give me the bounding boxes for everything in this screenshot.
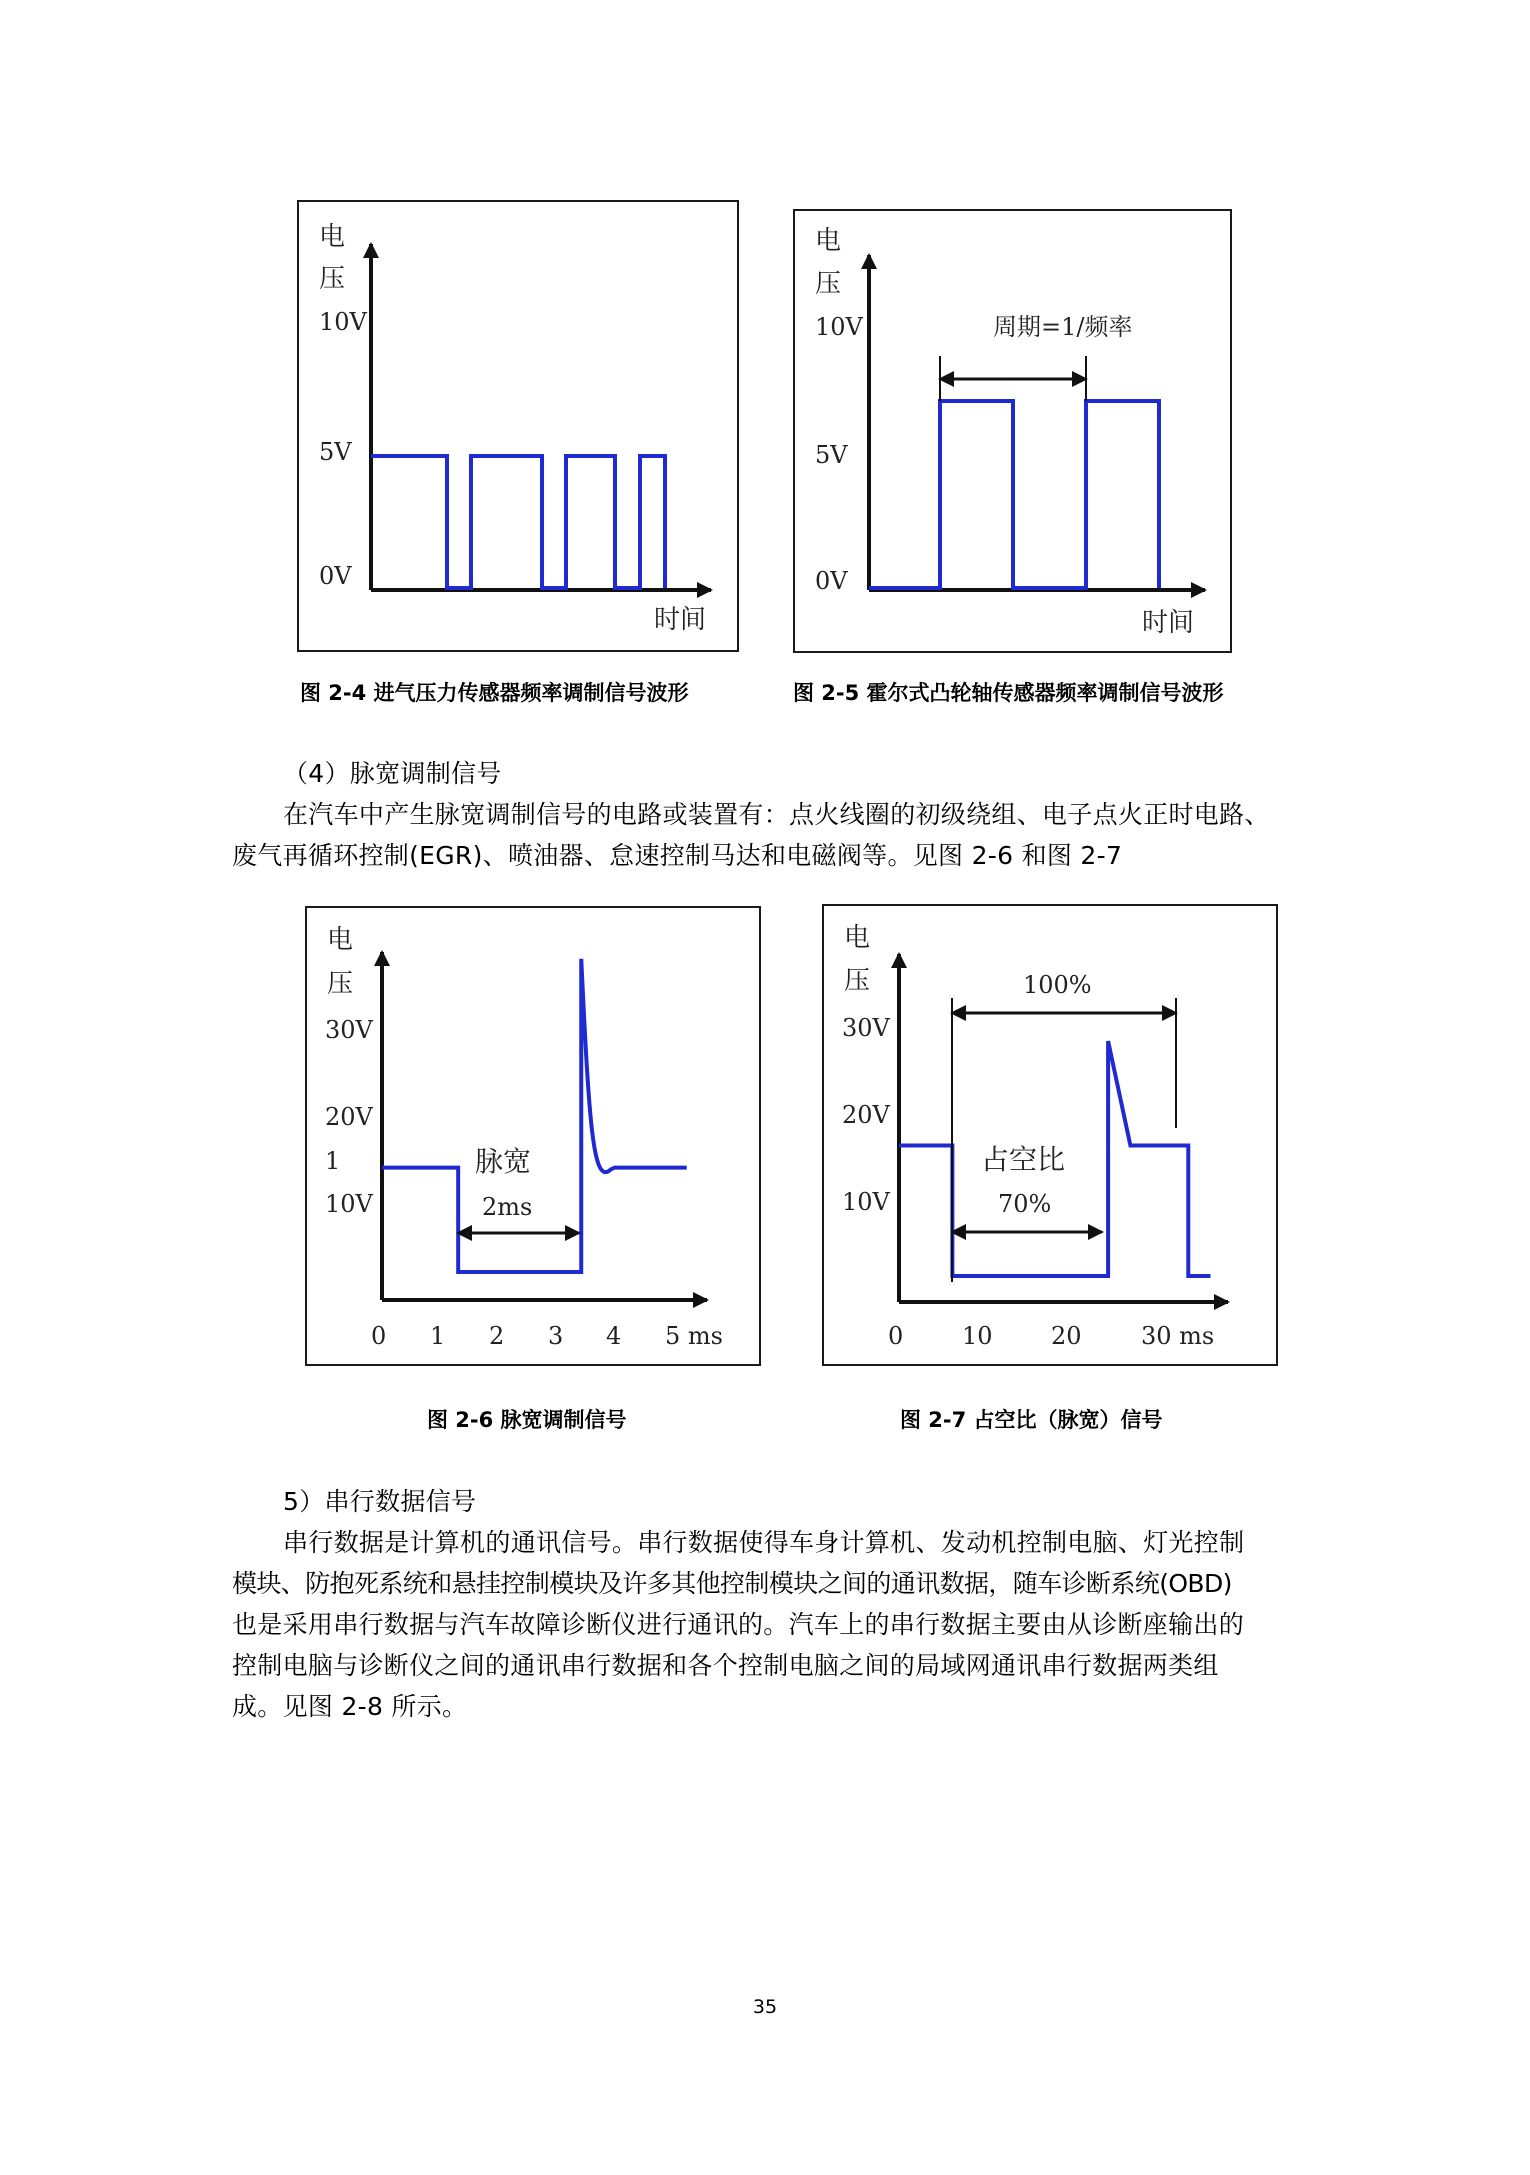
ytick-label: 10V — [319, 308, 367, 336]
paragraph-line: 成。见图 2-8 所示。 — [232, 1692, 468, 1721]
caption-2-7: 图 2-7 占空比（脉宽）信号 — [900, 1408, 1163, 1432]
xtick-label: 0 — [371, 1322, 387, 1350]
chart-2-7 — [824, 906, 1280, 1368]
figure-2-7 — [822, 904, 1278, 1366]
xtick-label: 0 — [888, 1322, 904, 1350]
annotation-title: 占空比 — [981, 1143, 1066, 1176]
signal-line — [371, 456, 665, 588]
page-number: 35 — [752, 1996, 778, 2018]
ytick-label: 10V — [815, 313, 863, 341]
signal-line — [382, 959, 687, 1272]
chart-2-6 — [307, 908, 763, 1368]
ylabel-line-2: 压 — [844, 966, 871, 996]
xlabel: 时间 — [654, 605, 707, 635]
xtick-label: 30 ms — [1141, 1322, 1215, 1350]
paragraph-line: 在汽车中产生脉宽调制信号的电路或装置有：点火线圈的初级绕组、电子点火正时电路、 — [283, 800, 1270, 829]
ytick-label: 5V — [815, 441, 848, 469]
annotation-value: 70% — [998, 1190, 1052, 1218]
ylabel-line-1: 电 — [327, 925, 354, 955]
ytick-label: 30V — [325, 1016, 373, 1044]
ytick-label: 5V — [319, 438, 352, 466]
ytick-label: 20V — [325, 1103, 373, 1131]
period-annotation: 周期=1/频率 — [993, 313, 1133, 341]
caption-2-6: 图 2-6 脉宽调制信号 — [427, 1408, 627, 1432]
figure-2-5 — [793, 209, 1232, 653]
paragraph-line: 串行数据是计算机的通讯信号。串行数据使得车身计算机、发动机控制电脑、灯光控制 — [283, 1528, 1245, 1557]
xtick-label: 20 — [1051, 1322, 1082, 1350]
ytick-label: 20V — [842, 1101, 890, 1129]
chart-2-5 — [795, 211, 1234, 655]
ytick-label: 30V — [842, 1014, 890, 1042]
figure-2-4 — [297, 200, 739, 652]
paragraph-line: 也是采用串行数据与汽车故障诊断仪进行通讯的。汽车上的串行数据主要由从诊断座输出的 — [232, 1610, 1245, 1639]
ytick-label: 0V — [319, 562, 352, 590]
caption-2-4: 图 2-4 进气压力传感器频率调制信号波形 — [300, 681, 689, 705]
ylabel-line-2: 压 — [815, 269, 842, 299]
xtick-label: 1 — [430, 1322, 446, 1350]
xtick-label: 10 — [962, 1322, 993, 1350]
paragraph-line: 控制电脑与诊断仪之间的通讯串行数据和各个控制电脑之间的局域网通讯串行数据两类组 — [232, 1651, 1219, 1680]
ytick-label: 0V — [815, 567, 848, 595]
chart-2-4 — [299, 202, 741, 654]
ylabel-line-1: 电 — [319, 222, 346, 252]
xtick-label: 2 — [489, 1322, 505, 1350]
ylabel-line-2: 压 — [327, 969, 354, 999]
xtick-label: 5 ms — [665, 1322, 723, 1350]
paragraph-line: 废气再循环控制(EGR)、喷油器、怠速控制马达和电磁阀等。见图 2-6 和图 2-7 — [232, 841, 1123, 870]
signal-line — [869, 401, 1159, 588]
ytick-label: 1 — [325, 1147, 341, 1175]
xtick-label: 4 — [606, 1322, 622, 1350]
ylabel-line-1: 电 — [844, 923, 871, 953]
ytick-label: 10V — [325, 1190, 373, 1218]
annotation-top: 100% — [1023, 971, 1092, 999]
figure-2-6 — [305, 906, 761, 1366]
ytick-label: 10V — [842, 1188, 890, 1216]
annotation-title: 脉宽 — [475, 1145, 532, 1178]
paragraph-line: 模块、防抱死系统和悬挂控制模块及许多其他控制模块之间的通讯数据，随车诊断系统(OBD) — [232, 1569, 1232, 1598]
xtick-label: 3 — [548, 1322, 564, 1350]
ylabel-line-1: 电 — [815, 226, 842, 256]
annotation-value: 2ms — [482, 1193, 533, 1221]
ylabel-line-2: 压 — [319, 264, 346, 294]
section-heading-pwm: （4）脉宽调制信号 — [283, 759, 502, 788]
xlabel: 时间 — [1142, 608, 1195, 638]
section-heading-serial: 5）串行数据信号 — [283, 1487, 477, 1516]
caption-2-5: 图 2-5 霍尔式凸轮轴传感器频率调制信号波形 — [793, 681, 1224, 705]
